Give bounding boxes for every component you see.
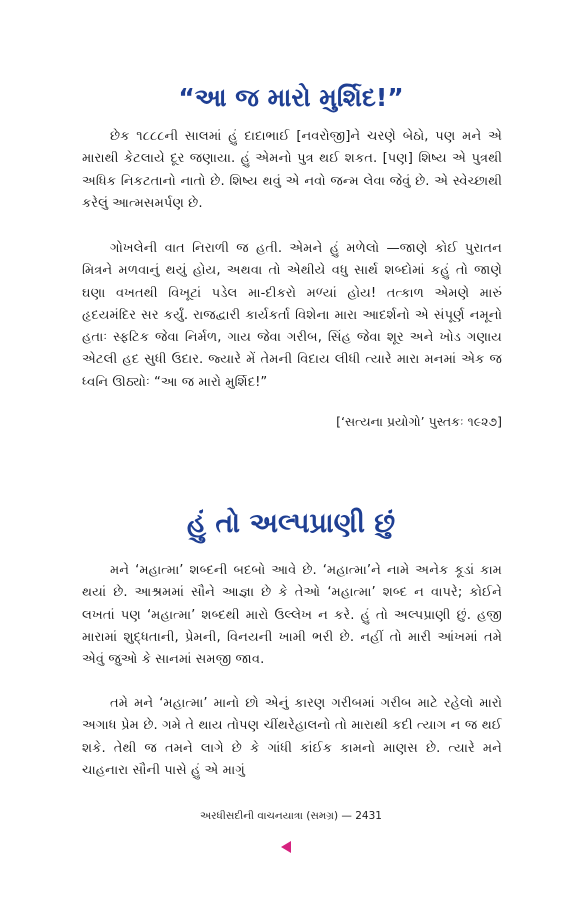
section-1-citation: [‘સત્યના પ્રયોગો’ પુસ્તકઃ ૧૯૨૭] xyxy=(336,414,502,429)
previous-page-arrow-icon[interactable] xyxy=(281,841,291,853)
page-footer: અરધીસદીની વાચનયાત્રા (સમગ્ર) — 2431 xyxy=(200,810,382,822)
section-1-paragraph-2: ગોખલેની વાત નિરાળી જ હતી. એમને હું મળેલો —જાણે કોઈ પુરાતન મિત્રને મળવાનું થયું હોય, અથવા તો એથીયે વધુ સાર્થ શબ્દોમાં કહું તો જાણે ઘણા વખતથી વિખૂટાં પડેલ મા-દીકરો મળ્યાં હોય! તત્કાળ એમણે મારું હૃદયમંદિર સર કર્યું. રાજદ્વારી કાર્યકર્તા વિશેના મારા આદર્શનો એ સંપૂર્ણ નમૂનો હતાઃ સ્ફટિક જેવા નિર્મળ, ગાય જેવા ગરીબ, સિંહ જેવા શૂર અને ખોડ ગણાય એટલી હદ સુધી ઉદાર. જ્યારે મેં તેમની વિદાય લીધી ત્યારે મારા મનમાં એક જ ધ્વનિ ઊઠ્યોઃ “આ જ મારો મુર્શિદ!” xyxy=(82,241,502,390)
section-2-title: હું તો અલ્પપ્રાણી છું xyxy=(186,508,396,539)
section-1-title: “આ જ મારો મુર્શિદ!” xyxy=(178,83,404,112)
section-2-paragraph-2: તમે મને ‘મહાત્મા’ માનો છો એનું કારણ ગરીબમાં ગરીબ માટે રહેલો મારો અગાધ પ્રેમ છે. ગમે તે થાય તોપણ ચીંથરેહાલનો તો મારાથી કદી ત્યાગ ન જ થઈ શકે. તેથી જ તમને લાગે છે કે ગાંધી કાંઈક કામનો માણસ છે. ત્યારે મને ચાહનારા સૌની પાસે હું એ માગું xyxy=(82,696,502,778)
section-1-paragraph-1: છેક ૧૮૮૮ની સાલમાં હું દાદાભાઈ [નવરોજી]ને ચરણે બેઠો, પણ મને એ મારાથી કેટલાયે દૂર જણાયા. હું એમનો પુત્ર થઈ શકત. [પણ] શિષ્ય એ પુત્રથી અધિક નિકટતાનો નાતો છે. શિષ્ય થવું એ નવો જન્મ લેવા જેવું છે. એ સ્વેચ્છાથી કરેલું આત્મસમર્પણ છે. xyxy=(82,129,502,211)
section-2-paragraph-1: મને ‘મહાત્મા’ શબ્દની બદબો આવે છે. ‘મહાત્મા’ને નામે અનેક કૂડાં કામ થયાં છે. આશ્રમમાં સૌને આજ્ઞા છે કે તેઓ ‘મહાત્મા’ શબ્દ ન વાપરે; કોઈને લખતાં પણ ‘મહાત્મા’ શબ્દથી મારો ઉલ્લેખ ન કરે. હું તો અલ્પપ્રાણી છું. હજી મારામાં શુદ્ધતાની, પ્રેમની, વિનયની ખામી ભરી છે. નહીં તો મારી આંખમાં તમે એવું જુઓ કે સાનમાં સમજી જાવ. xyxy=(82,563,502,668)
